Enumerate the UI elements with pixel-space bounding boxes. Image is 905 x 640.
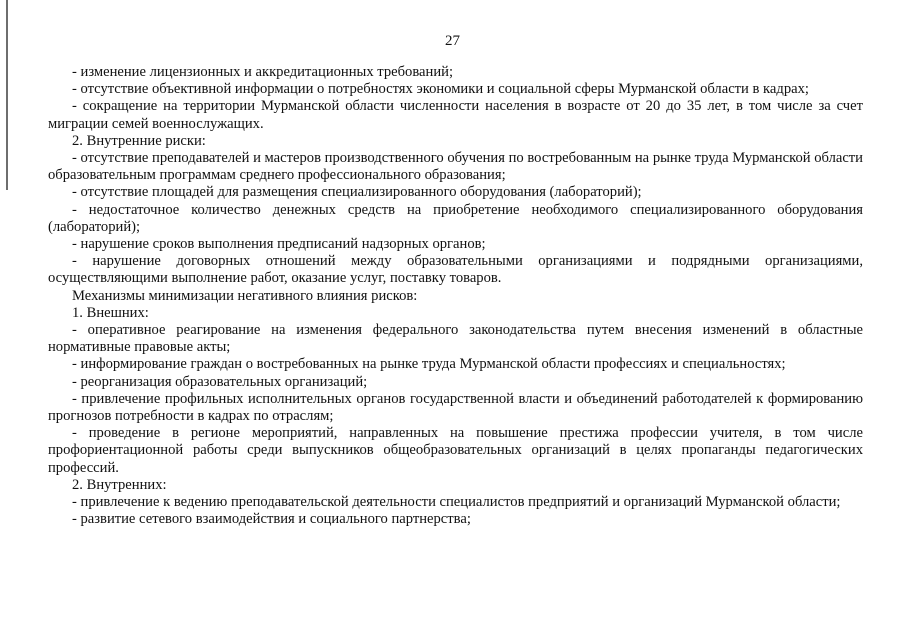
list-item: - реорганизация образовательных организаций; <box>72 373 368 390</box>
list-item: - отсутствие объективной информации о потребностях экономики и социальной сферы Мурманской области в кадрах; <box>72 81 809 98</box>
list-item: - развитие сетевого взаимодействия и социального партнерства; <box>72 511 471 528</box>
subsection-heading: 2. Внутренних: <box>72 476 167 493</box>
scan-edge-line <box>6 0 8 190</box>
page-number: 27 <box>445 33 460 49</box>
subsection-heading: 1. Внешних: <box>72 304 149 321</box>
list-item: - изменение лицензионных и аккредитационных требований; <box>72 64 454 80</box>
list-item: - привлечение к ведению преподавательской деятельности специалистов предприятий и организаций Мурманской области; <box>72 494 841 511</box>
list-item: - нарушение договорных отношений между образовательными организациями и подрядными организациями, осуществляющими выполнение работ, оказание услуг, поставку товаров. <box>48 253 863 287</box>
list-item: - привлечение профильных исполнительных органов государственной власти и объединений работодателей к формированию прогнозов потребности в кадрах по отраслям; <box>48 390 863 425</box>
list-item: - проведение в регионе мероприятий, направленных на повышение престижа профессии учителя, в том числе профориентационной работы среди выпускников общеобразовательных организаций в целях пропаганды педагогических профессий. <box>48 425 863 476</box>
list-item: - отсутствие преподавателей и мастеров производственного обучения по востребованным на рынке труда Мурманской области образовательным программам среднего профессионального образования; <box>48 150 863 184</box>
list-item: - информирование граждан о востребованных на рынке труда Мурманской области профессиях и специальностях; <box>72 356 786 373</box>
section-heading: 2. Внутренние риски: <box>72 132 206 149</box>
list-item: - недостаточное количество денежных средств на приобретение необходимого специализированного оборудования (лабораторий); <box>48 201 863 235</box>
list-item: - сокращение на территории Мурманской области численности населения в возрасте от 20 до 35 лет, в том числе за счет миграции семей военнослужащих. <box>48 98 863 132</box>
list-item: - отсутствие площадей для размещения специализированного оборудования (лабораторий); <box>72 184 642 201</box>
section-heading: Механизмы минимизации негативного влияния рисков: <box>72 287 418 304</box>
list-item: - оперативное реагирование на изменения федерального законодательства путем внесения изменений в областные нормативные правовые акты; <box>48 322 863 356</box>
list-item: - нарушение сроков выполнения предписаний надзорных органов; <box>72 236 486 253</box>
document-body <box>48 64 863 528</box>
